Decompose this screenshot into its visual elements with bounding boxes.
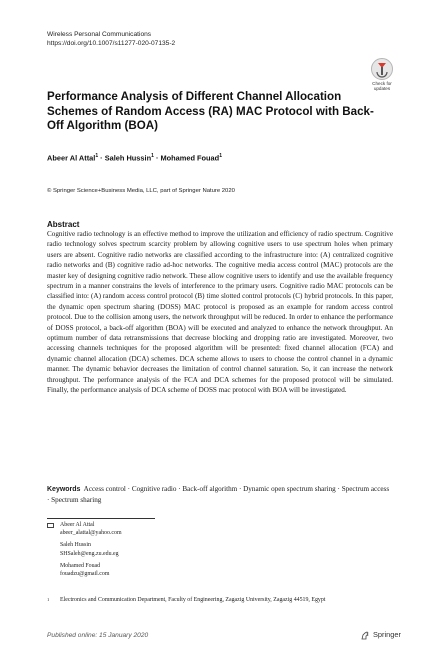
publisher-name: Springer bbox=[373, 630, 401, 639]
journal-doi[interactable]: https://doi.org/10.1007/s11277-020-07135-2 bbox=[47, 40, 176, 47]
envelope-icon bbox=[47, 523, 54, 528]
contact-email[interactable]: SHSaleh@eng.zu.edu.eg bbox=[60, 550, 119, 557]
abstract-text: Cognitive radio technology is an effective method to improve the utilization and efficiency of radio spectrum. Cognitive radio technology solves spectrum scarcity problem by allowing cognitive users to use spectrum holes when primary users are absent. Cognitive radio networks are classified according to the infrastructure into: (A) centralized cognitive radio networks and (B) cognitive radio ad-hoc networks. The cognitive media access control (MAC) protocols are the master key of designing cognitive radio network. These allow cognitive users to identify and use the available frequency spectrum in a manner constrains the levels of interference to the primary users. Cognitive radio MAC protocols can be classified into: (A) random access control protocol (B) time slotted control protocols (C) hybrid protocols. In this paper, the dynamic open spectrum sharing (DOSS) MAC protocol is proposed as an example for random access control protocol. Due to the collision among users, the network throughput will be reduced. In order to enhance the performance of DOSS protocol, a back-off algorithm (BOA) will be executed and analyzed to enhance the network throughput. An optimum number of data retransmissions that decrease blocking and dropping ratio are investigated. Moreover, two accessing channels techniques for the proposed algorithm will be presented: fixed channel allocation (FCA) and dynamic channel allocation (DCA) schemes. DCA scheme allows to users to choose the control channel in a dynamic manner. The dynamic behavior decreases the limitation of control channel saturation. So, it can increase the network throughput. The performance analysis of the FCA and DCA schemes for the proposed protocol will be simulated. Finally, the performance analysis of DCA scheme of DOSS mac protocol with BOA will be investigated. bbox=[47, 230, 393, 395]
affiliation-text: Electronics and Communication Department, Faculty of Engineering, Zagazig University, Zagazig 44519, Egypt bbox=[60, 597, 326, 603]
copyright-notice: © Springer Science+Business Media, LLC, part of Springer Nature 2020 bbox=[47, 188, 235, 194]
keywords-text: Access control · Cognitive radio · Back-off algorithm · Dynamic open spectrum sharing · Spectrum access · Spectrum sharing bbox=[47, 485, 390, 505]
keywords bbox=[47, 484, 393, 506]
contact-entry bbox=[47, 541, 347, 557]
author-affiliation-mark: 1 bbox=[95, 153, 99, 159]
published-date: Published online: 15 January 2020 bbox=[47, 632, 149, 639]
author-name[interactable]: Saleh Hussin bbox=[104, 153, 152, 163]
footnote-divider bbox=[47, 518, 155, 519]
author-affiliation-mark: 1 bbox=[219, 153, 222, 159]
springer-horse-icon bbox=[361, 631, 370, 640]
publisher-logo bbox=[361, 630, 401, 640]
contact-email[interactable]: abeer_alattal@yahoo.com bbox=[60, 530, 122, 537]
author-affiliation-mark: 1 bbox=[151, 153, 154, 159]
contact-name: Saleh Hussin bbox=[60, 542, 91, 549]
journal-name: Wireless Personal Communications bbox=[47, 31, 152, 38]
author-list bbox=[47, 153, 387, 162]
contact-name: Mohamed Fouad bbox=[60, 562, 101, 569]
paper-title: Performance Analysis of Different Channel Allocation Schemes of Random Access (RA) MAC Protocol with Back-Off Algorithm (BOA) bbox=[47, 90, 374, 132]
check-updates-label: Check for updates bbox=[372, 81, 392, 91]
author-name[interactable]: Abeer Al Attal bbox=[47, 153, 96, 163]
affiliation-footnote bbox=[47, 596, 387, 604]
contact-email[interactable]: fouadzu@gmail.com bbox=[60, 571, 110, 578]
contact-name: Abeer Al Attal bbox=[60, 522, 95, 528]
journal-header bbox=[47, 30, 175, 48]
author-name[interactable]: Mohamed Fouad bbox=[160, 153, 220, 163]
abstract-heading: Abstract bbox=[47, 220, 80, 229]
contact-entry bbox=[47, 562, 347, 578]
affiliation-number: 1 bbox=[47, 597, 50, 602]
author-separator: · bbox=[98, 153, 105, 163]
author-separator: · bbox=[153, 153, 161, 163]
keywords-label: Keywords bbox=[47, 486, 81, 493]
check-updates-icon bbox=[371, 58, 393, 80]
contact-entry bbox=[47, 521, 347, 537]
corresponding-contacts bbox=[47, 521, 347, 578]
